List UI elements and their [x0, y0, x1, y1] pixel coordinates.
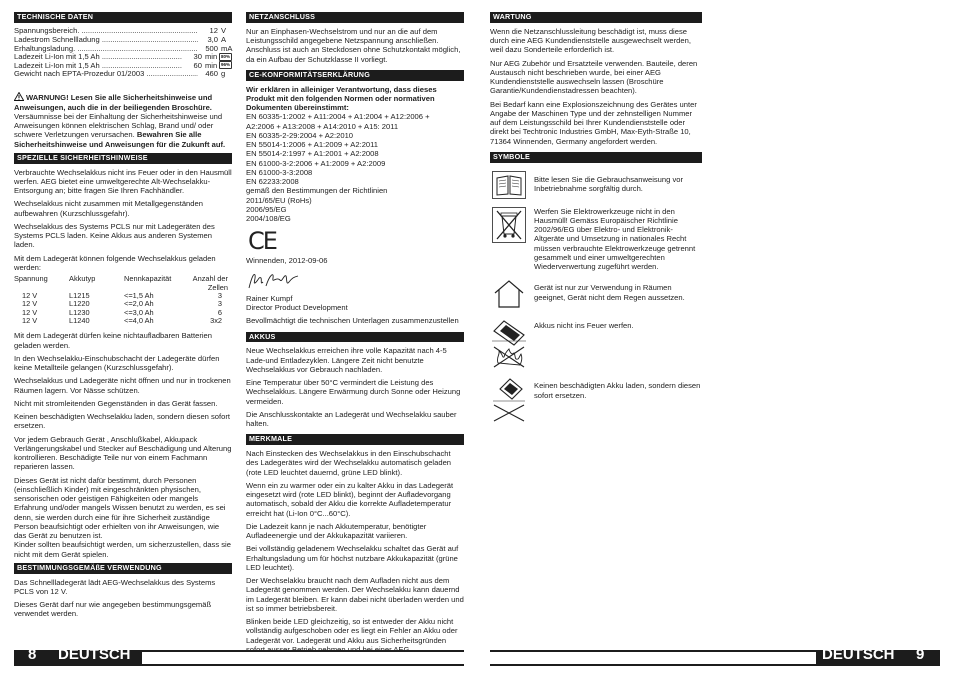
safety-paragraph: Nicht mit stromleitenden Gegenständen in das Gerät fassen.: [14, 398, 218, 408]
spec-value: 30: [193, 52, 202, 62]
column-right: [490, 12, 702, 431]
safety-paragraph: Dieses Gerät ist nicht dafür bestimmt, durch Personen (einschließlich Kinder) mit eingeschränkten physischen, sensorischen oder geistigen Fähigkeiten oder mangels Erfahrung und/oder mangels Wissen benutzt zu werden, es sei denn, sie werden durch eine für ihre Sicherheit zuständige Person beaufsichtigt oder erhielten von ihr Anweisungen, wie das Gerät zu benutzen ist.: [14, 475, 226, 541]
ce-standard-line: EN 60335-1:2002 + A11:2004 + A1:2004 + A12:2006 +: [246, 112, 430, 122]
symbol-text: Werfen Sie Elektrowerkzeuge nicht in den Hausmüll! Gemäss Europäischer Richtlinie 2002/96/EG über Elektro- und Elektronik-Altgeräte und Umsetzung in nationales Recht müssen verbrauchte Elektrowerkzeuge getrennt gesammelt und einer umweltgerechten Wiederverwertung zugeführt werden.: [534, 206, 696, 272]
footer-gap-left: [142, 652, 464, 664]
section-header-features: MERKMALE: [246, 434, 464, 445]
ce-mark: CE: [248, 227, 276, 256]
spec-row: [14, 70, 232, 79]
table-cell: 3: [217, 291, 222, 301]
table-cell: <=4,0 Ah: [124, 316, 154, 326]
mains-paragraph: Nur an Einphasen-Wechselstrom und nur an die auf dem Leistungsschild angegebene Netzspannung anschließen. Anschluss ist auch an Steckdosen ohne Schutzkontakt möglich, da ein Aufbau der Schutzklasse II vorliegt.: [246, 26, 461, 64]
book-icon: [490, 171, 528, 199]
symbol-item: [490, 171, 702, 199]
table-cell: L1240: [69, 316, 90, 326]
damaged-battery-icon: [490, 377, 528, 423]
footer-language-left: DEUTSCH: [58, 646, 131, 663]
safety-paragraph: Kinder sollten beaufsichtigt werden, um sicherzustellen, dass sie nicht mit dem Gerät spielen.: [14, 540, 231, 559]
signature-image: [246, 270, 306, 292]
table-header-cell: Anzahl der Zellen: [192, 274, 228, 293]
safety-paragraph: Verbrauchte Wechselakkus nicht ins Feuer oder in den Hausmüll werfen. AEG bietet eine umweltgerechte Alt-Wechselakku-Entsorgung an; bitte fragen Sie Ihren Fachhändler.: [14, 167, 232, 196]
spec-label: Ladezeit Li-Ion mit 1,5 Ah .....: [14, 61, 182, 70]
warning-bold-text: WARNUNG! Lesen Sie alle Sicherheitshinweise und Anweisungen, auch die in der beiliegenden Broschüre.: [14, 93, 213, 112]
section-header-symbols: SYMBOLE: [490, 152, 702, 163]
section-header-mains: NETZANSCHLUSS: [246, 12, 464, 23]
signer-name: Rainer Kumpf: [246, 293, 293, 303]
footer-language-right: DEUTSCH: [822, 646, 895, 663]
table-cell: <=1,5 Ah: [124, 291, 154, 301]
symbol-item: [490, 207, 702, 272]
safety-paragraph: In den Wechselakku-Einschubschacht der Ladegeräte dürfen keine Metallteile gelangen (Kurzschlussgefahr).: [14, 353, 220, 373]
battery-table-header: [14, 274, 232, 292]
maintenance-paragraph: Nur AEG Zubehör und Ersatzteile verwenden. Bauteile, deren Austausch nicht beschrieben wurde, bei einer AEG Kundendienststelle auswechseln lassen (Broschüre Garantie/Kundendienstadressen beachten).: [490, 58, 698, 96]
features-paragraph: Bei vollständig geladenem Wechselakku schaltet das Gerät auf Erhaltungsladung um für höchst nutzbare Akkukapazität (grüne LED leuchtet).: [246, 544, 459, 572]
page-number-right: 9: [916, 646, 925, 663]
warning-keep-text: Bewahren Sie alle Sicherheitshinweise und Anweisungen für die Zukunft auf.: [14, 130, 226, 149]
table-cell: 6: [217, 307, 222, 317]
ce-standard-line: A2:2006 + A13:2008 + A14:2010 + A15: 2011: [246, 121, 399, 131]
table-cell: <=2,0 Ah: [124, 299, 154, 309]
spec-label: Ladezeit Li-Ion mit 1,5 Ah .....: [14, 52, 182, 61]
table-cell: 12 V: [22, 316, 38, 326]
section-header-ce: CE-KONFORMITÄTSERKLÄRUNG: [246, 70, 464, 81]
ce-standards-list: [246, 112, 464, 223]
spec-unit: mA: [221, 43, 233, 53]
ce-standard-line: 2004/108/EG: [246, 214, 291, 224]
symbol-text: Akkus nicht ins Feuer werfen.: [534, 321, 634, 331]
warning-text: Versäumnisse bei der Einhaltung der Sicherheitshinweise und Anweisungen können elektrischen Schlag, Brand und/ oder schwere Verletzungen verursachen.: [14, 111, 223, 140]
charge-level-badge: 80%: [220, 53, 230, 59]
table-cell: 12 V: [22, 299, 38, 309]
table-cell: L1215: [69, 291, 90, 301]
column-middle: [246, 12, 464, 667]
table-cell: 12 V: [22, 291, 38, 301]
section-header-safety: SPEZIELLE SICHERHEITSHINWEISE: [14, 153, 232, 164]
symbol-item: [490, 317, 702, 369]
battery-table: [14, 274, 232, 325]
batteries-paragraph: Eine Temperatur über 50°C vermindert die Leistung des Wechselakkus. Längere Erwärmung durch Sonne oder Heizung vermeiden.: [246, 378, 461, 406]
section-header-batteries: AKKUS: [246, 332, 464, 343]
spec-unit: A: [221, 35, 227, 45]
table-row: [14, 292, 232, 300]
features-paragraph: Der Wechselakku braucht nach dem Aufladen nicht aus dem Ladegerät genommen werden. Der Wechselakku kann dauernd im Ladegerät bleiben. Er kann dabei nicht überladen werden und ist so immer betriebsbereit.: [246, 576, 464, 613]
spec-label: Gewicht nach EPTA-Prozedur 01/2003 .....: [14, 69, 198, 78]
spec-value: 500: [205, 43, 218, 53]
spec-label: Ladestrom Schnellladung .....: [14, 35, 198, 44]
ce-standard-line: EN 61000-3-2:2006 + A1:2009 + A2:2009: [246, 158, 386, 168]
safety-paragraph: Vor jedem Gebrauch Gerät , Anschlußkabel, Akkupack Verlängerungskabel und Stecker auf Beschädigung und Alterung kontrollieren. Beschädigte Teile nur von einem Fachmann reparieren lassen.: [14, 434, 232, 472]
ce-standard-line: EN 55014-2:1997 + A1:2001 + A2:2008: [246, 149, 379, 159]
table-header-cell: Nennkapazität: [124, 274, 172, 284]
ce-standard-line: EN 60335-2-29:2004 + A2:2010: [246, 130, 354, 140]
maintenance-paragraph: Wenn die Netzanschlussleitung beschädigt ist, muss diese durch eine AEG Kundendienststelle ausgewechselt werden, weil dazu Sonderteile erforderlich ist.: [490, 26, 691, 55]
safety-paragraph: Keinen beschädigten Wechselakku laden, sondern diesen sofort ersetzen.: [14, 412, 231, 431]
ce-standard-line: 2006/95/EG: [246, 204, 287, 214]
ce-standard-line: gemäß den Bestimmungen der Richtlinien: [246, 186, 388, 196]
spec-label: Spannungsbereich. .....: [14, 26, 198, 35]
ce-standard-line: EN 62233:2008: [246, 177, 299, 187]
spec-unit: min: [204, 52, 218, 62]
spec-unit: V: [221, 26, 227, 36]
safety-paragraph: Mit dem Ladegerät dürfen keine nichtaufladbaren Batterien geladen werden.: [14, 331, 212, 350]
spec-value: 460: [205, 69, 218, 79]
symbol-text: Bitte lesen Sie die Gebrauchsanweisung vor Inbetriebnahme sorgfältig durch.: [534, 174, 684, 193]
section-header-technical-data: TECHNISCHE DATEN: [14, 12, 232, 23]
table-cell: <=3,0 Ah: [124, 307, 154, 317]
symbol-item: [490, 377, 702, 423]
table-cell: 3x2: [210, 316, 222, 326]
house-icon: [490, 279, 528, 309]
table-header-cell: Spannung: [14, 274, 48, 284]
spec-label: Erhaltungsladung. .....: [14, 44, 198, 53]
table-cell: 12 V: [22, 307, 38, 317]
spec-unit: min: [204, 60, 218, 70]
section-header-maintenance: WARTUNG: [490, 12, 702, 23]
signer-title: Director Product Development: [246, 303, 348, 313]
spec-unit: g: [221, 69, 226, 79]
table-cell: L1220: [69, 299, 90, 309]
battery-no-fire-icon: [490, 317, 528, 369]
safety-paragraph: Wechselakkus des Systems PCLS nur mit Ladegeräten des Systems PCLS laden. Keine Akkus aus anderen Systemen laden.: [14, 221, 215, 250]
ce-standard-line: EN 55014-1:2006 + A1:2009 + A2:2011: [246, 140, 379, 150]
authorized-text: Bevollmächtigt die technischen Unterlagen zusammenzustellen: [246, 316, 459, 326]
features-paragraph: Blinken beide LED gleichzeitig, so ist entweder der Akku nicht vollständig aufgeschoben oder es liegt ein Fehler an Akku oder Ladegerät vor. Ladegerät und Akku aus Sicherheitsgründen: [246, 617, 458, 645]
warning-block: [14, 92, 232, 149]
ce-declaration-bold: Wir erklären in alleiniger Verantwortung, dass dieses Produkt mit den folgenden Normen oder normativen Dokumenten übereinstimmt:: [246, 84, 437, 113]
ce-standard-line: 2011/65/EU (RoHs): [246, 195, 312, 205]
table-cell: L1230: [69, 307, 90, 317]
symbol-item: [490, 279, 702, 309]
table-row: [14, 309, 232, 317]
features-paragraph: Die Ladezeit kann je nach Akkutemperatur, benötigter Aufladeenergie und der Akkukapazität variieren.: [246, 521, 427, 541]
safety-paragraph: Wechselakkus nicht zusammen mit Metallgegenständen aufbewahren (Kurzschlussgefahr).: [14, 199, 203, 218]
symbol-text: Gerät ist nur zur Verwendung in Räumen geeignet, Gerät nicht dem Regen aussetzen.: [534, 283, 685, 302]
footer-gap-right: [490, 652, 816, 664]
table-cell: 3: [217, 299, 222, 309]
table-row: [14, 317, 232, 325]
safety-paragraph: Wechselakkus und Ladegeräte nicht öffnen und nur in trockenen Räumen lagern. Vor Nässe schützen.: [14, 376, 231, 395]
spec-value: 12: [209, 26, 218, 36]
table-header-cell: Akkutyp: [69, 274, 96, 284]
use-paragraph: Das Schnellladegerät lädt AEG-Wechselakkus des Systems PCLS von 12 V.: [14, 577, 216, 596]
symbol-text: Keinen beschädigten Akku laden, sondern diesen sofort ersetzen.: [534, 381, 701, 400]
column-left: [14, 12, 232, 623]
section-header-intended-use: BESTIMMUNGSGEMÄßE VERWENDUNG: [14, 563, 232, 574]
batteries-paragraph: Neue Wechselakkus erreichen ihre volle Kapazität nach 4-5 Lade-und Entladezyklen. Längere Zeit nicht benutzte Wechselakkus vor Gebrauch nachladen.: [246, 346, 447, 374]
features-paragraph: Nach Einstecken des Wechselakkus in den Einschubschacht des Ladegerätes wird der Wechselakku automatisch geladen (rote LED leuchtet dauernd, grüne LED blinkt).: [246, 449, 452, 477]
table-row: [14, 300, 232, 308]
spec-value: 60: [193, 60, 202, 70]
warning-triangle-icon: [14, 92, 24, 101]
page-number-left: 8: [28, 646, 37, 663]
safety-paragraph: Mit dem Ladegerät können folgende Wechselakkus geladen werden:: [14, 253, 216, 272]
ce-standard-line: EN 61000-3-3:2008: [246, 167, 313, 177]
features-paragraph: Wenn ein zu warmer oder ein zu kalter Akku in das Ladegerät eingesetzt wird (rote LED blinkt), beginnt der Aufladevorgang automatisch, sobald der Akku die korrekte Aufladetemperatur erreicht hat (Li-Ion 0°C...60°C).: [246, 480, 454, 518]
charge-level-badge: 96%: [220, 62, 230, 68]
crossed-bin-icon: [490, 207, 528, 243]
spec-value: 3,0: [207, 35, 218, 45]
batteries-paragraph: Die Anschlusskontakte an Ladegerät und Wechselakku sauber halten.: [246, 409, 457, 429]
use-paragraph: Dieses Gerät darf nur wie angegeben bestimmungsgemäß verwendet werden.: [14, 600, 212, 619]
place-date: Winnenden, 2012-09-06: [246, 256, 328, 266]
spec-list: [14, 27, 232, 79]
maintenance-paragraph: Bei Bedarf kann eine Explosionszeichnung des Gerätes unter Angabe der Maschinen Type und der zehnstelligen Nummer auf dem Leistungsschild bei Ihrer Kundendienststelle oder direkt bei Techtronic Industries GmbH, Max-Eyth-Straße 10, 71364 Winnenden, Germany angefordert werden.: [490, 99, 697, 146]
